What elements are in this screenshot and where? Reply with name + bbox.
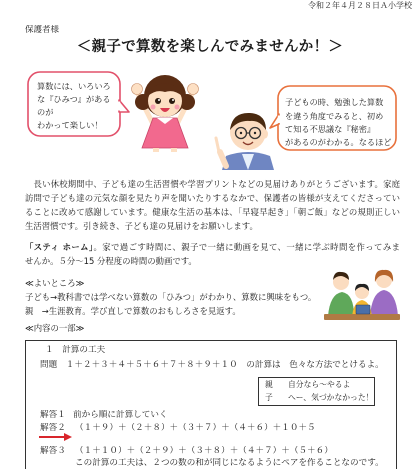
intro-line: ることに改めて感謝しています。健康な生活の基本は、「早寝早起き」「朝ご飯」などの規則正しい: [25, 207, 400, 217]
pointing-finger: [216, 138, 219, 152]
parent-bubble-line: を違う角度でみると、初め: [285, 111, 384, 121]
red-arrow-icon: [37, 432, 73, 442]
problem-statement: 問題 １＋２＋３＋４＋５＋６＋７＋８＋９＋１０ の計算は 色々な方法でとけるよ。: [40, 360, 384, 370]
answer-text: 前から順に計算していく: [73, 410, 168, 420]
merit-child: 子ども→教科書では学べない算数の「ひみつ」がわかり、算数に興味をもつ。: [25, 292, 317, 302]
dialog-text-child: へー、気づかなかった！: [288, 393, 373, 402]
parent-bubble-line: て知る不思議な『秘密』: [285, 124, 376, 134]
merit-parent: 親 →生涯教育。学び直しで算数のおもしろさを見返す。: [25, 306, 241, 316]
family-illustration: [322, 258, 402, 322]
cheering-girl-illustration: [128, 62, 202, 152]
addressee: 保護者様: [25, 25, 60, 35]
dialog-speaker-child: 子: [265, 393, 273, 402]
right-hand: [188, 84, 199, 95]
screen: [356, 305, 370, 314]
date-school: 令和２年４月２８日Ａ小学校: [308, 1, 412, 10]
child-bubble-line: な『ひみつ』がある: [37, 94, 111, 104]
intro-line: 生活習慣です。引き続き、子ども達の見届けをお願いします。: [25, 221, 258, 231]
stay-home-line: [25, 242, 400, 253]
dialog-speaker-parent: 親: [265, 380, 273, 389]
contents-heading: ≪内容の一部≫: [25, 323, 85, 333]
stay-home-line: せんか。５分～15 分程度の時間の動画です。: [25, 256, 197, 266]
intro-line: 訪問で子ども達の元気な顔を見たり声を聞いたりするなかで、保護者の皆様が支えてくださってい: [25, 193, 400, 203]
table: [324, 314, 400, 320]
child-bubble-line: 算数には、いろいろ: [37, 81, 111, 91]
merits-heading: ≪よいところ≫: [25, 278, 85, 288]
pointing-man-illustration: [206, 108, 278, 170]
parent-bubble-line: 子どもの時、勉強した算数: [285, 97, 384, 107]
left-hand: [132, 84, 143, 95]
dialog-text-parent: 自分なら～やるよ: [288, 380, 351, 389]
intro-line: 長い休校期間中、子ども達の生活習慣や学習プリントなどの見届けありがとうございます。家庭: [25, 179, 400, 189]
child-bubble-line: のが: [37, 107, 54, 117]
answer-label: 解答３: [40, 446, 66, 456]
page-title: ＜親子で算数を楽しんでみませんか！＞: [76, 39, 344, 55]
child-bubble-line: わかって楽しい！: [37, 120, 103, 130]
parent-bubble-line: があるのがわかる。なるほど: [285, 137, 392, 147]
section-title: １ 計算の工夫: [45, 345, 106, 355]
stay-home-label: 「スティ ホーム」: [25, 242, 94, 252]
answer-text: （１＋９）＋（２＋８）＋（３＋７）＋（４＋６）＋１０＋５: [75, 423, 316, 433]
answer-text: （１＋１０）＋（２＋９）＋（３＋８）＋（４＋７）＋（５＋６）: [75, 446, 333, 456]
answer-label: 解答２: [40, 423, 66, 433]
stay-home-text: 。家で過ごす時間に、親子で一緒に動画を見て、一緒に学ぶ時間を作ってみま: [93, 242, 400, 252]
answer-note: この計算の工夫は、２つの数の和が同じになるようにペアを作ることなのです。: [75, 458, 384, 468]
answer-label: 解答１: [40, 410, 66, 420]
